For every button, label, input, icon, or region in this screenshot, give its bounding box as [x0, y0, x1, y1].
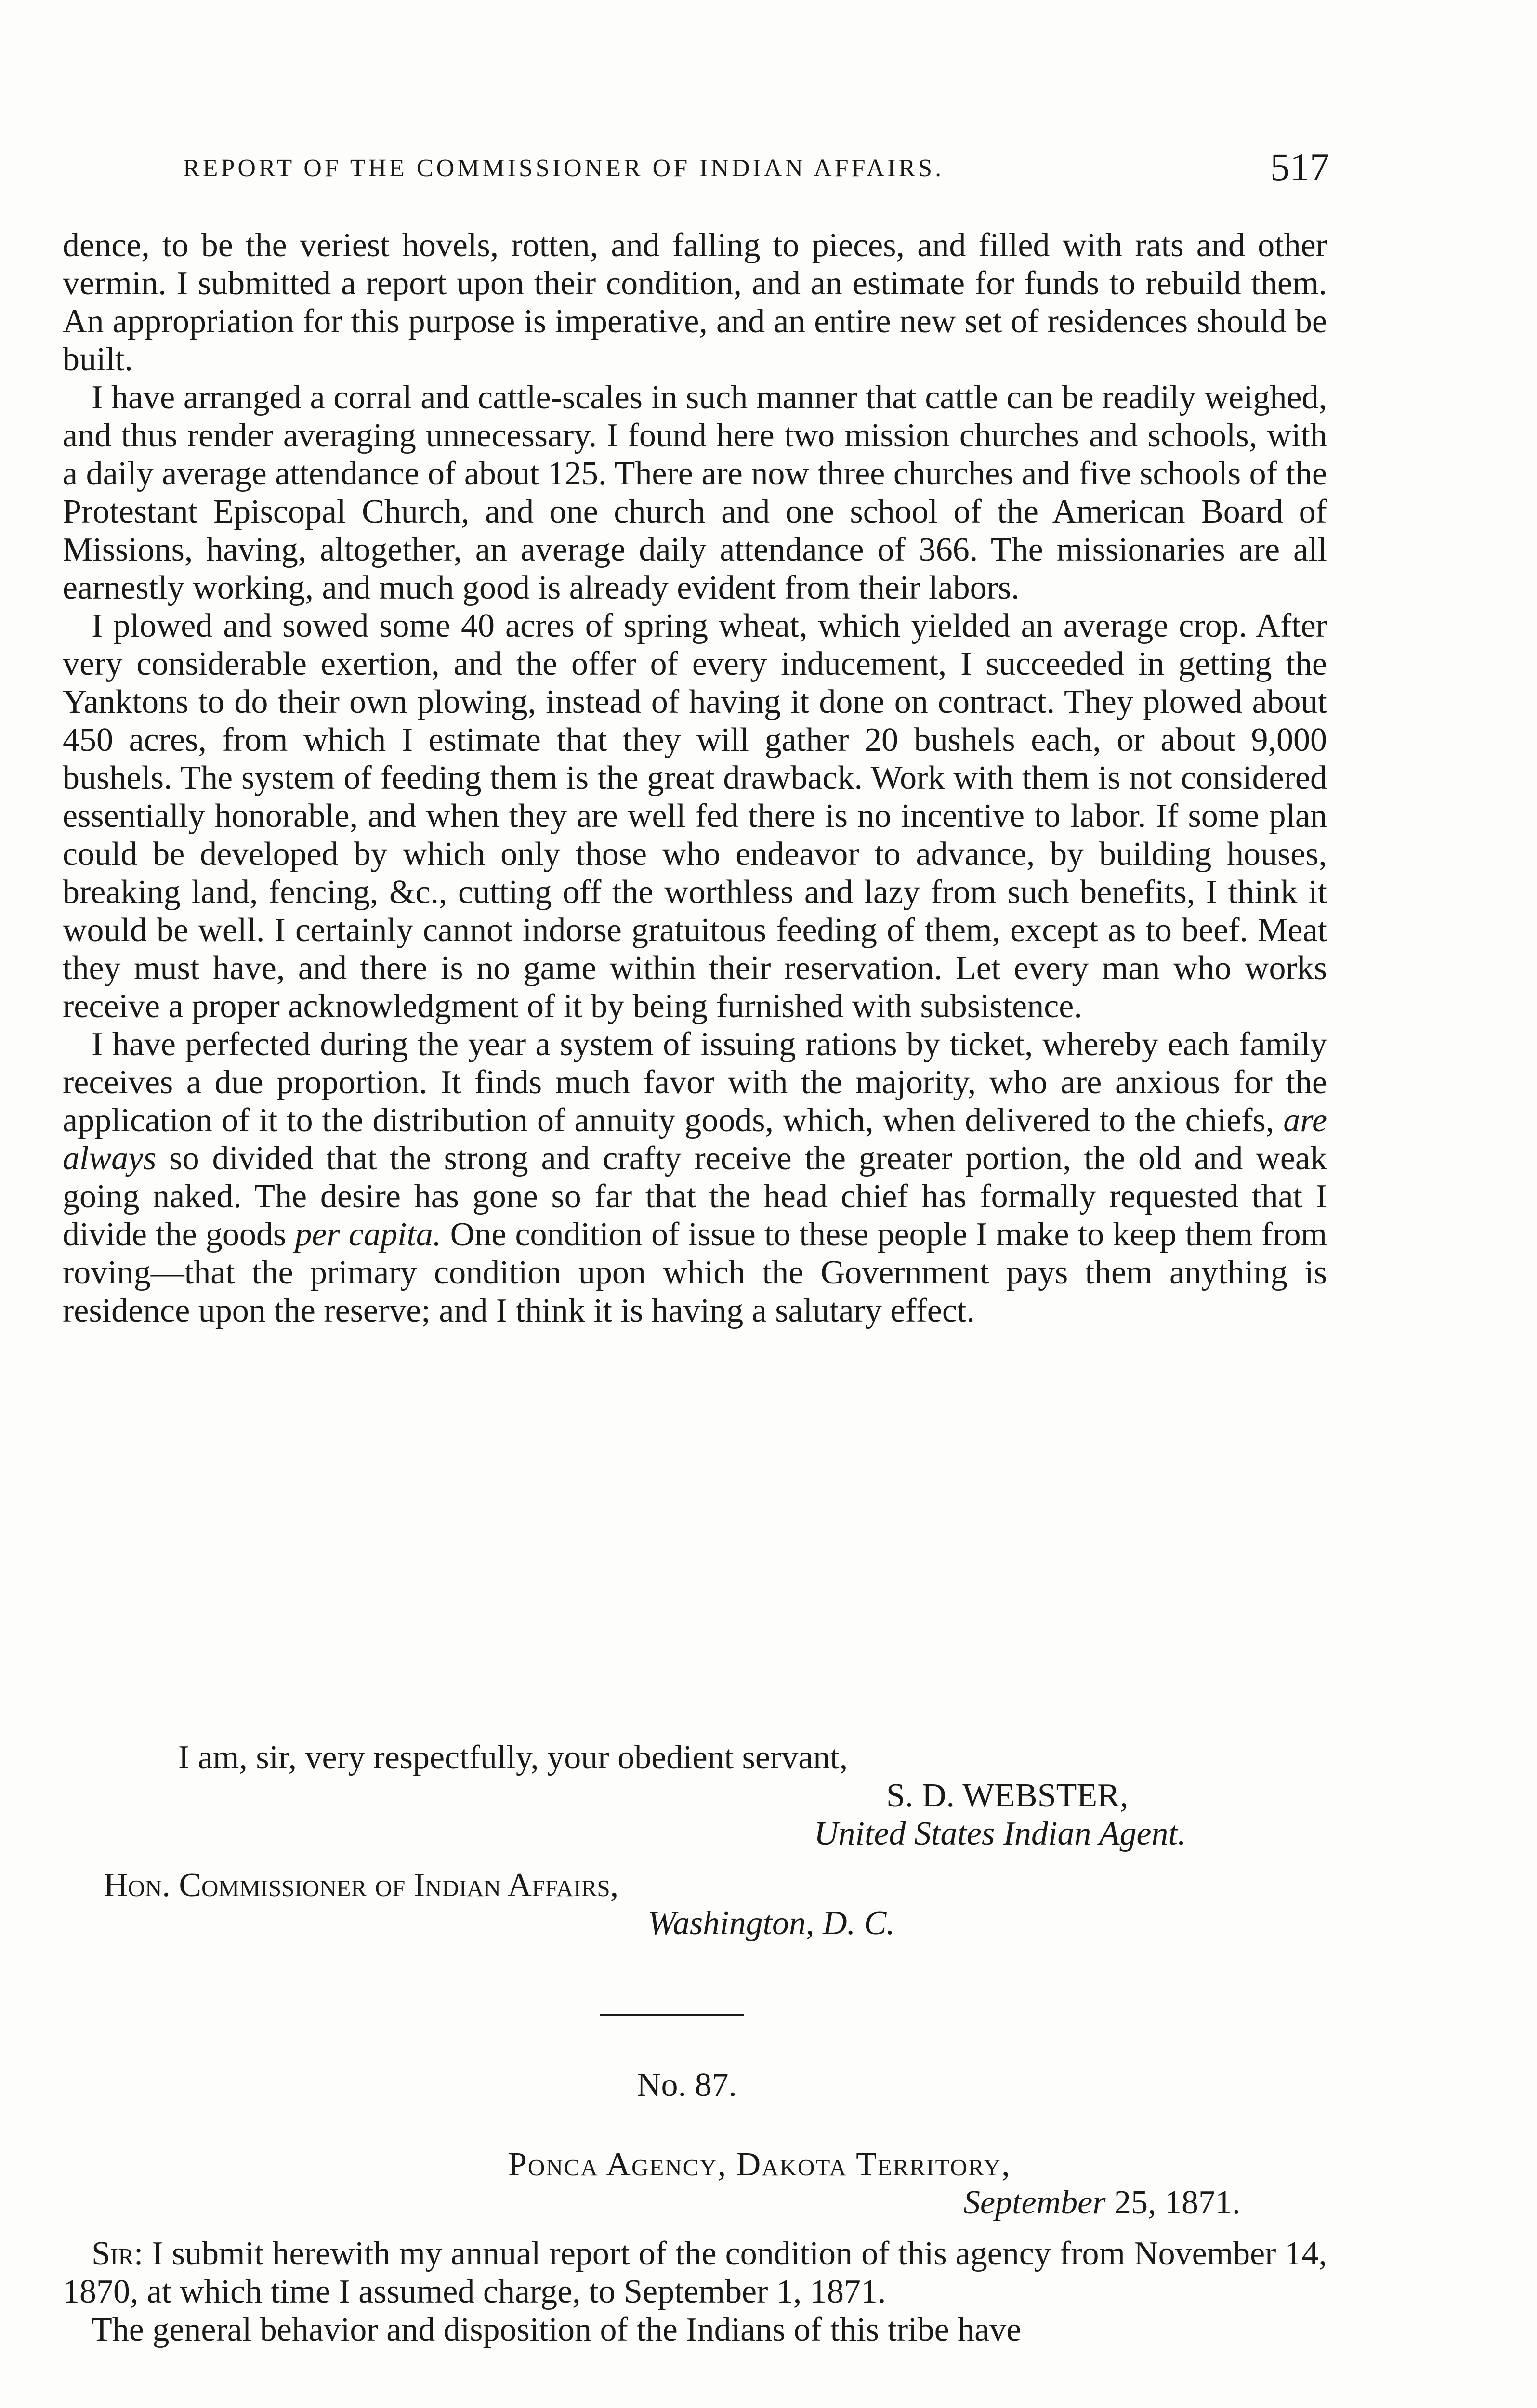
paragraph-plowing: I plowed and sowed some 40 acres of spring wheat, which yielded an average crop. After very considerable exertion, and the offer of every inducement, I succeeded in getting the Yanktons to do their own plowing, instead of having it done on contract. They plowed about 450 acres, from which I estimate that they will gather 20 bushels each, or about 9,000 bushels. The system of feeding them is the great drawback. Work with them is not considered essentially honorable, and when they are well fed there is no incentive to labor. If some plan could be developed by which only those who endeavor to advance, by building houses, breaking land, fencing, &c., cutting off the worthless and lazy from such benefits, I think it would be well. I certainly cannot indorse gratuitous feeding of them, except as to beef. Meat they must have, and there is no game within their reservation. Let every man who works receive a proper acknowledgment of it by being furnished with subsistence.	[63, 607, 1327, 1025]
signer-title: United States Indian Agent.	[814, 1815, 1186, 1852]
addressee-hon: Hon.	[104, 1867, 171, 1904]
letter-paragraph-2: The general behavior and disposition of the Indians of this tribe have	[92, 2311, 1022, 2348]
rations-text-3: One condition of issue to these people I make to keep them from roving—that the primary condition upon which the Government pays them anything is residence upon the reserve; and I think it is having a salutary effect.	[63, 1216, 1327, 1329]
addressee	[104, 1866, 618, 1904]
rations-text-1: I have perfected during the year a system of issuing rations by ticket, whereby each family receives a due proportion. It finds much favor with the majority, who are anxious for the application of it to the distribution of annuity goods, which, when delivered to the chiefs,	[63, 1026, 1327, 1139]
running-title: REPORT OF THE COMMISSIONER OF INDIAN AFFAIRS.	[183, 155, 945, 182]
section-divider	[600, 2014, 744, 2016]
rations-text-2: so divided that the strong and crafty receive the greater portion, the old and weak going naked. The desire has gone so far that the head chief has formally requested that I divide the goods	[63, 1140, 1327, 1253]
report-body	[63, 226, 1327, 1330]
letter-body	[63, 2235, 1327, 2349]
closing-block	[63, 1739, 1327, 1853]
running-head	[183, 144, 1329, 197]
rations-italic-2: per capita.	[295, 1216, 442, 1253]
addressee-name: Commissioner of Indian Affairs,	[179, 1867, 619, 1904]
addressee-place: Washington, D. C.	[648, 1905, 895, 1942]
letter-date	[963, 2184, 1240, 2222]
closing-salutation: I am, sir, very respectfully, your obedient servant,	[178, 1739, 848, 1776]
agency-heading: Ponca Agency, Dakota Territory,	[508, 2146, 1011, 2183]
paragraph-continuation: dence, to be the veriest hovels, rotten, and falling to pieces, and filled with rats and other vermin. I submitted a report upon their condition, and an estimate for funds to rebuild them. An appropriation for this purpose is imperative, and an entire new set of residences should be built.	[63, 227, 1327, 378]
rations-italic-1: are always	[63, 1102, 1327, 1177]
signer-name: S. D. WEBSTER,	[886, 1777, 1129, 1814]
document-number: No. 87.	[637, 2067, 737, 2104]
date-day-year: 25, 1871.	[1114, 2184, 1241, 2221]
page-number: 517	[1270, 145, 1329, 189]
date-month: September	[963, 2184, 1106, 2221]
letter-salutation: Sir:	[92, 2235, 144, 2272]
paragraph-corral: I have arranged a corral and cattle-scales in such manner that cattle can be readily weighed, and thus render averaging unnecessary. I found here two mission churches and schools, with a daily average attendance of about 125. There are now three churches and five schools of the Protestant Episcopal Church, and one church and one school of the American Board of Missions, having, altogether, an average daily attendance of 366. The missionaries are all earnestly working, and much good is already evident from their labors.	[63, 379, 1327, 606]
letter-paragraph-1-text: I submit herewith my annual report of the condition of this agency from November 14, 1870, at which time I assumed charge, to September 1, 1871.	[63, 2235, 1327, 2310]
letter-paragraph-1	[63, 2235, 1327, 2311]
paragraph-rations	[63, 1025, 1327, 1330]
